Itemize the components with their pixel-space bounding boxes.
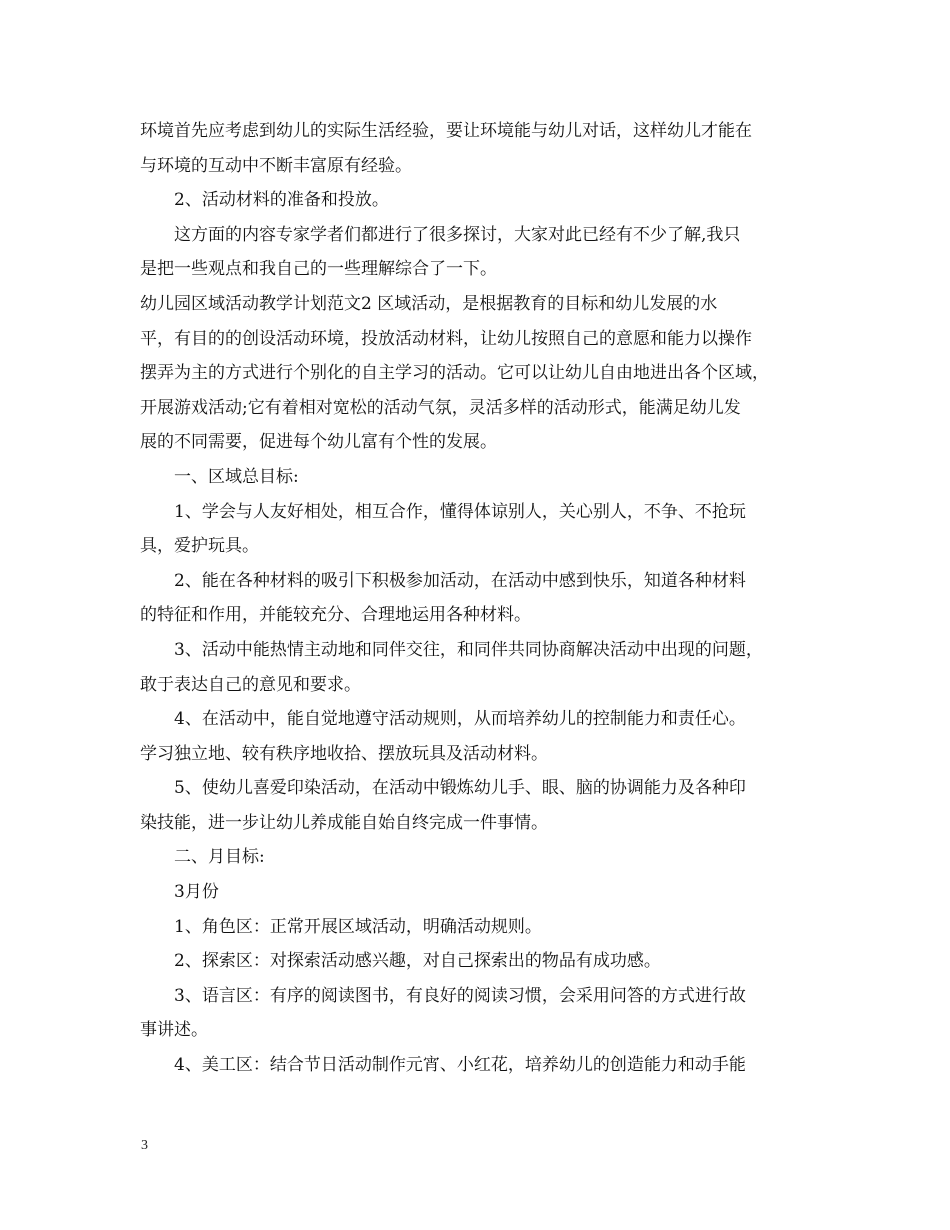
text-line: 摆弄为主的方式进行个别化的自主学习的活动。它可以让幼儿自由地进出各个区域， xyxy=(140,363,769,384)
text-line: 平，有目的的创设活动环境，投放活动材料，让幼儿按照自己的意愿和能力以操作 xyxy=(140,328,752,349)
text-line: 4、在活动中，能自觉地遵守活动规则，从而培养幼儿的控制能力和责任心。 xyxy=(174,709,746,730)
text-line: 3、语言区：有序的阅读图书，有良好的阅读习惯，会采用问答的方式进行故 xyxy=(174,985,746,1006)
text-line: 一、区域总目标: xyxy=(174,466,299,487)
text-line: 开展游戏活动;它有着相对宽松的活动气氛，灵活多样的活动形式，能满足幼儿发 xyxy=(140,397,741,418)
page-number: 3 xyxy=(141,1138,148,1153)
text-line: 染技能，进一步让幼儿养成能自始自终完成一件事情。 xyxy=(140,812,548,833)
text-line: 1、学会与人友好相处，相互合作，懂得体谅别人，关心别人，不争、不抢玩 xyxy=(174,501,746,522)
text-line: 这方面的内容专家学者们都进行了很多探讨，大家对此已经有不少了解,我只 xyxy=(174,224,741,245)
text-line: 1、角色区：正常开展区域活动，明确活动规则。 xyxy=(174,916,542,937)
text-line: 的特征和作用，并能较充分、合理地运用各种材料。 xyxy=(140,605,531,626)
text-line: 二、月目标: xyxy=(174,847,265,868)
text-line: 5、使幼儿喜爱印染活动，在活动中锻炼幼儿手、眼、脑的协调能力及各种印 xyxy=(174,778,746,799)
text-line: 2、能在各种材料的吸引下积极参加活动，在活动中感到快乐，知道各种材料 xyxy=(174,570,746,591)
text-line: 2、探索区：对探索活动感兴趣，对自己探索出的物品有成功感。 xyxy=(174,951,661,972)
text-line: 4、美工区：结合节日活动制作元宵、小红花，培养幼儿的创造能力和动手能 xyxy=(174,1055,746,1076)
text-line: 是把一些观点和我自己的一些理解综合了一下。 xyxy=(140,259,497,280)
text-line: 3、活动中能热情主动地和同伴交往，和同伴共同协商解决活动中出现的问题， xyxy=(174,639,763,660)
text-line: 3月份 xyxy=(174,882,219,903)
text-line: 敢于表达自己的意见和要求。 xyxy=(140,674,361,695)
text-line: 与环境的互动中不断丰富原有经验。 xyxy=(140,155,412,176)
text-line: 学习独立地、较有秩序地收拾、摆放玩具及活动材料。 xyxy=(140,743,548,764)
text-line: 环境首先应考虑到幼儿的实际生活经验，要让环境能与幼儿对话，这样幼儿才能在 xyxy=(140,121,752,141)
document-body xyxy=(140,114,812,1083)
text-line: 展的不同需要，促进每个幼儿富有个性的发展。 xyxy=(140,432,497,453)
text-line: 具，爱护玩具。 xyxy=(140,536,259,557)
text-line: 事讲述。 xyxy=(140,1020,208,1041)
text-line: 2、活动材料的准备和投放。 xyxy=(174,190,389,211)
text-line: 幼儿园区域活动教学计划范文2 区域活动，是根据教育的目标和幼儿发展的水 xyxy=(140,293,718,314)
